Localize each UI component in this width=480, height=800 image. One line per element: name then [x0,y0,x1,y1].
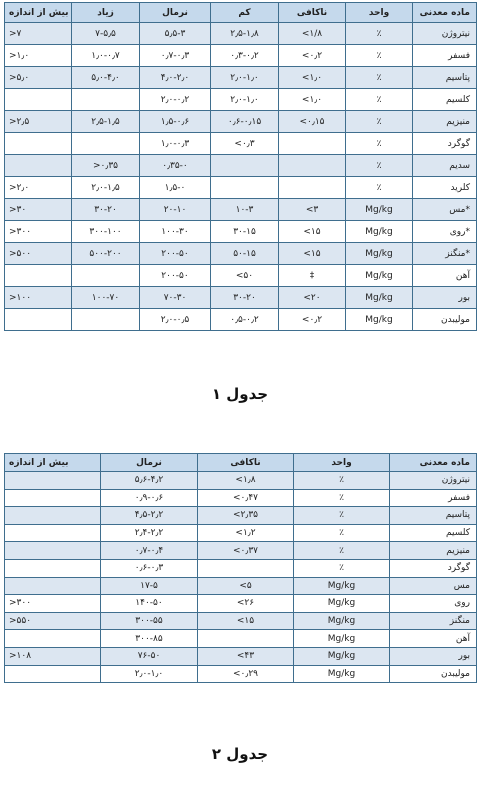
table-cell: <۱٫۲ [198,524,294,542]
table-cell: ۳۰۰-۸۵ [101,630,198,648]
table-cell: ۳۰۰-۱۰۰ [72,221,140,243]
table-row [5,111,477,133]
table-cell: Mg/kg [346,199,413,221]
table-cell: <۲٫۳۵ [198,507,294,525]
table-cell: >۳۰۰ [5,221,72,243]
table-cell: ۵۰۰-۲۰۰ [72,243,140,265]
table-cell [279,133,346,155]
table-cell [5,155,72,177]
table-cell: <۱/۸ [279,23,346,45]
header-row [5,3,477,23]
table-cell [72,309,140,331]
table-row [5,542,477,560]
table-row [5,595,477,613]
table-cell: ٪ [346,67,413,89]
mineral-name-cell: کلسیم [390,524,477,542]
table-cell: ۰٫۶-۰٫۳ [101,559,198,577]
mineral-name-cell: منیزیم [413,111,477,133]
table-cell: ٪ [346,89,413,111]
table-cell: ۱٫۰-۰٫۷ [72,45,140,67]
table-cell: ۴٫۰-۲٫۰ [140,67,211,89]
table-cell [72,133,140,155]
mineral-name-cell: آهن [390,630,477,648]
table-cell: >۱۰۰ [5,287,72,309]
table-row [5,559,477,577]
table-cell: <۲۶ [198,595,294,613]
column-header: ناکافی [198,454,294,472]
table-row [5,67,477,89]
table-cell: ۲٫۰-۱٫۰ [101,665,198,683]
table-cell: ۰٫۹-۰٫۶ [101,489,198,507]
table-row [5,612,477,630]
table-cell [5,489,101,507]
mineral-name-cell: منگنز [390,612,477,630]
table-cell [198,630,294,648]
table-cell: ۲٫۵-۱٫۵ [72,111,140,133]
table-row [5,507,477,525]
table-cell: ٪ [294,524,390,542]
table-cell [5,524,101,542]
table-cell: ۱٫۵-۰٫۶ [140,111,211,133]
table-cell: >۰٫۳۵ [72,155,140,177]
table-cell [5,542,101,560]
table-cell: ۵٫۵-۳ [140,23,211,45]
column-header: زیاد [72,3,140,23]
table-cell: ٪ [294,542,390,560]
table-cell: ٪ [346,133,413,155]
table-row [5,577,477,595]
table-cell [211,177,279,199]
mineral-name-cell: پتاسیم [390,507,477,525]
table-row [5,177,477,199]
mineral-name-cell: منگنز* [413,243,477,265]
table-cell: ‡ [279,265,346,287]
table-cell [72,265,140,287]
column-header: ماده معدنی [390,454,477,472]
table-cell: ٪ [346,111,413,133]
table-cell: ۳۰-۲۰ [72,199,140,221]
table-cell: ۰٫۵-۰٫۲ [211,309,279,331]
column-header: ناکافی [279,3,346,23]
table-cell: >۷ [5,23,72,45]
table-1-caption: جدول ۱ [211,385,269,403]
table-cell: >۵٫۰ [5,67,72,89]
column-header: واحد [294,454,390,472]
mineral-name-cell: کلسیم [413,89,477,111]
table-row [5,221,477,243]
mineral-name-cell: مولیبدن [413,309,477,331]
header-row [5,454,477,472]
table-cell: >۲٫۰ [5,177,72,199]
table-cell: ۳۰۰-۵۵ [101,612,198,630]
mineral-name-cell: روی [390,595,477,613]
table-cell: <۰٫۴۷ [198,489,294,507]
table-cell: ٪ [346,45,413,67]
table-cell: <۱٫۰ [279,89,346,111]
mineral-name-cell: نیتروژن [390,472,477,490]
table-cell: <۵۰ [211,265,279,287]
table-cell: <۵ [198,577,294,595]
table-cell [5,577,101,595]
table-cell: <۱۵ [279,243,346,265]
table-cell: <۱٫۸ [198,472,294,490]
table-row [5,489,477,507]
table-cell [5,665,101,683]
table-row [5,287,477,309]
table-cell: >۳۰۰ [5,595,101,613]
table-cell: <۲۰ [279,287,346,309]
mineral-name-cell: گوگرد [390,559,477,577]
table-cell: >۵۵۰ [5,612,101,630]
table-row [5,45,477,67]
table-cell: <۰٫۳ [211,133,279,155]
table-cell: ۰٫۷-۰٫۳ [140,45,211,67]
table-row [5,199,477,221]
table-cell: ۲۰-۱۰ [140,199,211,221]
table-cell: ۱۷-۵ [101,577,198,595]
table-row [5,23,477,45]
table-cell: <۰٫۲ [279,45,346,67]
table-cell [5,309,72,331]
table-cell: ۲٫۴-۲٫۲ [101,524,198,542]
table-cell: ۰٫۷-۰٫۴ [101,542,198,560]
table-cell: ۲٫۰-۰٫۵ [140,309,211,331]
table-row [5,133,477,155]
table-cell: ۴٫۵-۲٫۲ [101,507,198,525]
table-cell: ۰٫۶-۰٫۱۵ [211,111,279,133]
table-cell: ۵٫۰-۴٫۰ [72,67,140,89]
mineral-name-cell: منیزیم [390,542,477,560]
table-row [5,155,477,177]
table-cell: ۱٫۰-۰٫۳ [140,133,211,155]
mineral-name-cell: نیتروژن [413,23,477,45]
column-header: کم [211,3,279,23]
table-cell: ۵۰-۱۵ [211,243,279,265]
table-cell: >۵۰۰ [5,243,72,265]
table-cell: ۲٫۵-۱٫۸ [211,23,279,45]
table-cell: ۰٫۳-۰٫۲ [211,45,279,67]
table-cell: Mg/kg [294,630,390,648]
table-cell: >۱۰۸ [5,647,101,665]
table-cell: ۷-۵٫۵ [72,23,140,45]
table-2-caption: جدول ۲ [211,745,269,763]
table-cell: <۱٫۰ [279,67,346,89]
table-cell: ۳۰-۲۰ [211,287,279,309]
mineral-name-cell: پتاسیم [413,67,477,89]
table-cell [279,177,346,199]
table-row [5,665,477,683]
mineral-name-cell: بور [413,287,477,309]
column-header: ماده معدنی [413,3,477,23]
mineral-name-cell: فسفر [390,489,477,507]
table-cell: ۲٫۰-۱٫۰ [211,67,279,89]
table-cell: ۲۰۰-۵۰ [140,243,211,265]
table-row [5,243,477,265]
table-cell: ٪ [294,507,390,525]
table-cell: Mg/kg [294,665,390,683]
table-row [5,309,477,331]
table-cell: Mg/kg [294,595,390,613]
table-cell: ۱۰۰-۷۰ [72,287,140,309]
table-1 [4,2,477,331]
table-2 [4,453,477,683]
table-cell: >۳۰ [5,199,72,221]
table-cell: Mg/kg [346,265,413,287]
mineral-name-cell: بور [390,647,477,665]
table-row [5,89,477,111]
table-cell: ۲٫۰-۱٫۰ [211,89,279,111]
table-cell: ۰٫۳۵-۰ [140,155,211,177]
table-cell: ۷۰-۳۰ [140,287,211,309]
column-header: بیش از اندازه [5,3,72,23]
mineral-name-cell: سدیم [413,155,477,177]
table-cell [5,472,101,490]
table-cell: <۱۵ [279,221,346,243]
mineral-name-cell: مولیبدن [390,665,477,683]
table-row [5,524,477,542]
mineral-name-cell: کلرید [413,177,477,199]
table-cell: <۰٫۳۷ [198,542,294,560]
table-cell: Mg/kg [294,577,390,595]
table-cell [211,155,279,177]
mineral-name-cell: آهن [413,265,477,287]
column-header: نرمال [140,3,211,23]
table-cell: ٪ [346,23,413,45]
table-cell [279,155,346,177]
table-cell [5,265,72,287]
table-cell: <۳ [279,199,346,221]
table-cell: ۵٫۶-۴٫۲ [101,472,198,490]
table-cell: >۲٫۵ [5,111,72,133]
table-row [5,630,477,648]
table-cell: >۱٫۰ [5,45,72,67]
table-cell: ۲۰۰-۵۰ [140,265,211,287]
mineral-name-cell: فسفر [413,45,477,67]
column-header: نرمال [101,454,198,472]
mineral-name-cell: مس* [413,199,477,221]
table-row [5,647,477,665]
table-cell [5,559,101,577]
table-cell: ۷۶-۵۰ [101,647,198,665]
table-cell: Mg/kg [346,309,413,331]
table-cell [72,89,140,111]
mineral-name-cell: گوگرد [413,133,477,155]
table-cell: ۳۰-۱۵ [211,221,279,243]
table-cell [5,630,101,648]
table-cell: ۱۴۰-۵۰ [101,595,198,613]
column-header: واحد [346,3,413,23]
table-cell: <۰٫۲ [279,309,346,331]
table-cell: ٪ [294,559,390,577]
table-cell: ۲٫۰-۱٫۵ [72,177,140,199]
table-cell [5,89,72,111]
table-cell: ٪ [294,472,390,490]
table-cell: <۰٫۱۵ [279,111,346,133]
table-cell: ۱۰۰-۳۰ [140,221,211,243]
table-cell: <۴۳ [198,647,294,665]
mineral-name-cell: مس [390,577,477,595]
table-cell: Mg/kg [294,647,390,665]
table-cell: ٪ [294,489,390,507]
table-cell: Mg/kg [346,243,413,265]
table-cell: ٪ [346,155,413,177]
table-cell: ٪ [346,177,413,199]
table-cell: ۱۰-۳ [211,199,279,221]
table-cell: <۰٫۲۹ [198,665,294,683]
mineral-name-cell: روی* [413,221,477,243]
table-cell: ۲٫۰-۰٫۲ [140,89,211,111]
table-cell: <۱۵ [198,612,294,630]
table-row [5,472,477,490]
table-row [5,265,477,287]
table-cell: ۱٫۵-۰ [140,177,211,199]
table-cell [5,507,101,525]
table-cell: Mg/kg [294,612,390,630]
table-cell [198,559,294,577]
column-header: بیش از اندازه [5,454,101,472]
table-cell: Mg/kg [346,287,413,309]
table-cell [5,133,72,155]
table-cell: Mg/kg [346,221,413,243]
